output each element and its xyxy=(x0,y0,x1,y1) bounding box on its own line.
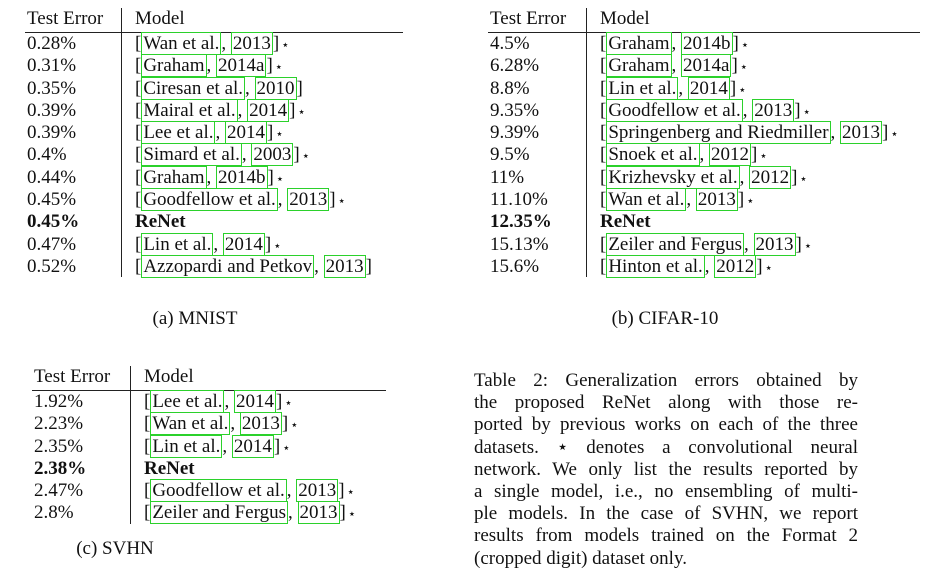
model-cell: [ Graham , 2014b ] ⋆ xyxy=(135,166,284,188)
model-cell xyxy=(130,458,195,480)
cnn-star-icon: ⋆ xyxy=(284,395,293,410)
citation-year-link[interactable]: 2014 xyxy=(689,77,728,99)
model-cell: [ Graham , 2014b ] ⋆ xyxy=(600,33,749,54)
cnn-star-icon: ⋆ xyxy=(739,59,748,75)
citation-year-link[interactable]: 2014 xyxy=(235,391,274,412)
cnn-star-icon: ⋆ xyxy=(275,126,284,142)
test-error-value: 2.35% xyxy=(34,435,84,457)
model-cell: [ Graham , 2014a ] ⋆ xyxy=(135,55,283,77)
citation-year-link[interactable]: 2014 xyxy=(249,99,288,121)
citation-author-link[interactable]: Springenberg and Riedmiller xyxy=(608,122,829,144)
model-cell: [ Goodfellow et al. , 2013 ] ⋆ xyxy=(600,99,811,121)
model-cell xyxy=(121,211,186,233)
citation-year-link[interactable]: 2012 xyxy=(751,166,790,188)
test-error-value: 1.92% xyxy=(34,391,84,412)
header-model: Model xyxy=(144,366,194,387)
model-name: ReNet xyxy=(600,211,651,233)
citation-author-link[interactable]: Lin et al. xyxy=(608,77,677,99)
citation-author-link[interactable]: Wan et al. xyxy=(608,189,685,211)
test-error-value: 0.35% xyxy=(27,77,77,99)
citation-year-link[interactable]: 2013 xyxy=(289,189,328,211)
citation-year-link[interactable]: 2014b xyxy=(683,33,731,54)
model-cell xyxy=(586,211,651,233)
table-row xyxy=(32,413,386,435)
cnn-star-icon: ⋆ xyxy=(347,506,356,522)
table-row xyxy=(32,436,386,458)
citation-author-link[interactable]: Lin et al. xyxy=(143,233,212,255)
test-error-value: 9.39% xyxy=(490,122,540,144)
citation-author-link[interactable]: Zeiler and Fergus xyxy=(608,233,742,255)
table-row xyxy=(25,234,403,256)
header-test-error: Test Error xyxy=(490,8,567,29)
test-error-value: 0.45% xyxy=(27,189,77,211)
model-name: ReNet xyxy=(144,457,195,479)
model-cell: [ Lin et al. , 2014 ] ⋆ xyxy=(600,77,747,99)
table-row xyxy=(488,167,920,189)
citation-year-link[interactable]: 2014a xyxy=(218,55,265,77)
test-error-value: 2.8% xyxy=(34,502,74,524)
citation-author-link[interactable]: Graham xyxy=(143,166,205,188)
header-model: Model xyxy=(135,8,185,29)
table-row xyxy=(25,122,403,144)
table-row xyxy=(25,100,403,122)
model-cell: [ Lee et al. , 2014 ] ⋆ xyxy=(144,391,293,412)
citation-author-link[interactable]: Goodfellow et al. xyxy=(152,480,285,502)
table-row xyxy=(32,458,386,480)
header-test-error: Test Error xyxy=(27,8,104,29)
citation-year-link[interactable]: 2013 xyxy=(232,33,271,54)
model-cell: [ Wan et al. , 2013 ] ⋆ xyxy=(144,413,299,435)
test-error-value: 2.38% xyxy=(34,457,87,479)
citation-year-link[interactable]: 2014 xyxy=(224,233,263,255)
table-row xyxy=(25,211,403,233)
table-row xyxy=(488,100,920,122)
table-row xyxy=(32,502,386,524)
model-cell: [ Goodfellow et al. , 2013 ] ⋆ xyxy=(144,480,355,502)
cifar10-table xyxy=(488,8,920,278)
citation-author-link[interactable]: Ciresan et al. xyxy=(143,77,244,99)
caption-line: (cropped digit) dataset only. xyxy=(474,547,687,569)
table-row xyxy=(488,78,920,100)
cnn-star-icon: ⋆ xyxy=(803,237,812,253)
table-row xyxy=(25,189,403,211)
test-error-value: 0.45% xyxy=(27,211,80,233)
model-cell: [ Ciresan et al. , 2010 ] xyxy=(135,77,303,99)
table-row xyxy=(25,256,403,278)
caption-line: results from models trained on the Format 2 xyxy=(474,525,858,547)
test-error-value: 9.5% xyxy=(490,144,530,166)
citation-author-link[interactable]: Graham xyxy=(143,55,205,77)
citation-author-link[interactable]: Goodfellow et al. xyxy=(143,189,276,211)
citation-year-link[interactable]: 2013 xyxy=(299,502,338,524)
column-divider xyxy=(121,8,122,277)
cnn-star-icon: ⋆ xyxy=(301,148,310,164)
citation-author-link[interactable]: Lee et al. xyxy=(152,391,223,412)
cnn-star-icon: ⋆ xyxy=(297,103,306,119)
citation-author-link[interactable]: Wan et al. xyxy=(152,413,229,435)
test-error-value: 0.52% xyxy=(27,255,77,277)
citation-year-link[interactable]: 2014a xyxy=(683,55,730,77)
caption-line: ported by previous works on each of the three xyxy=(474,414,858,436)
test-error-value: 0.28% xyxy=(27,33,77,54)
cnn-star-icon: ⋆ xyxy=(764,259,773,275)
citation-year-link[interactable]: 2013 xyxy=(697,189,736,211)
cnn-star-icon: ⋆ xyxy=(799,170,808,186)
model-cell: [ Wan et al. , 2013 ] ⋆ xyxy=(135,33,290,54)
test-error-value: 11.10% xyxy=(490,189,548,211)
header-test-error: Test Error xyxy=(34,366,111,387)
test-error-value: 0.39% xyxy=(27,99,77,121)
model-cell: [ Snoek et al. , 2012 ] ⋆ xyxy=(600,144,768,166)
cnn-star-icon: ⋆ xyxy=(802,103,811,119)
model-cell: [ Hinton et al. , 2012 ] ⋆ xyxy=(600,255,773,277)
caption-line: the proposed ReNet along with those re- xyxy=(474,392,858,414)
citation-year-link[interactable]: 2013 xyxy=(325,255,364,277)
model-name: ReNet xyxy=(135,211,186,233)
citation-year-link[interactable]: 2013 xyxy=(842,122,881,144)
header-model: Model xyxy=(600,8,650,29)
svhn-table xyxy=(32,366,386,525)
cifar10-caption: (b) CIFAR-10 xyxy=(611,308,719,329)
test-error-value: 0.31% xyxy=(27,55,77,77)
cnn-star-icon: ⋆ xyxy=(282,439,291,455)
test-error-value: 15.6% xyxy=(490,255,540,277)
table-row xyxy=(488,55,920,77)
model-cell: [ Lin et al. , 2014 ] ⋆ xyxy=(135,233,282,255)
citation-author-link[interactable]: Goodfellow et al. xyxy=(608,99,741,121)
table-row xyxy=(25,55,403,77)
model-cell: [ Zeiler and Fergus , 2013 ] ⋆ xyxy=(144,502,356,524)
cnn-star-icon: ⋆ xyxy=(337,193,346,209)
table-caption-paragraph xyxy=(474,370,858,570)
mnist-table xyxy=(25,8,403,278)
citation-year-link[interactable]: 2010 xyxy=(256,77,295,99)
citation-year-link[interactable]: 2013 xyxy=(754,99,793,121)
table-row xyxy=(488,33,920,55)
model-cell: [ Lee et al. , 2014 ] ⋆ xyxy=(135,122,284,144)
table-row xyxy=(25,144,403,166)
model-cell: [ Goodfellow et al. , 2013 ] ⋆ xyxy=(135,189,346,211)
svhn-caption: (c) SVHN xyxy=(76,538,154,559)
caption-line: Table 2: Generalization errors obtained by xyxy=(474,370,858,391)
citation-year-link[interactable]: 2014 xyxy=(233,435,272,457)
table-header xyxy=(488,8,920,33)
table-row xyxy=(32,480,386,502)
citation-year-link[interactable]: 2012 xyxy=(711,144,750,166)
citation-author-link[interactable]: Snoek et al. xyxy=(608,144,698,166)
test-error-value: 8.8% xyxy=(490,77,530,99)
cnn-star-icon: ⋆ xyxy=(281,37,290,52)
citation-year-link[interactable]: 2013 xyxy=(755,233,794,255)
caption-line: a single model, i.e., no ensembling of multi- xyxy=(474,480,858,502)
model-cell: [ Lin et al. , 2014 ] ⋆ xyxy=(144,435,291,457)
table-header xyxy=(25,8,403,33)
model-cell: [ Azzopardi and Petkov , 2013 ] xyxy=(135,255,372,277)
cnn-star-icon: ⋆ xyxy=(890,126,899,142)
citation-author-link[interactable]: Wan et al. xyxy=(143,33,220,54)
cnn-star-icon: ⋆ xyxy=(274,59,283,75)
cnn-star-icon: ⋆ xyxy=(290,417,299,433)
test-error-value: 0.39% xyxy=(27,122,77,144)
test-error-value: 6.28% xyxy=(490,55,540,77)
table-row xyxy=(488,144,920,166)
column-divider xyxy=(586,8,587,277)
citation-year-link[interactable]: 2012 xyxy=(716,255,755,277)
table-row xyxy=(488,234,920,256)
test-error-value: 0.47% xyxy=(27,233,77,255)
cnn-star-icon: ⋆ xyxy=(738,81,747,97)
citation-author-link[interactable]: Graham xyxy=(608,33,670,54)
caption-line: ple models. In the case of SVHN, we report xyxy=(474,503,858,525)
mnist-caption: (a) MNIST xyxy=(152,308,238,329)
citation-author-link[interactable]: Lin et al. xyxy=(152,435,221,457)
test-error-value: 11% xyxy=(490,166,525,188)
citation-year-link[interactable]: 2014 xyxy=(226,122,265,144)
cnn-star-icon: ⋆ xyxy=(746,193,755,209)
cnn-star-icon: ⋆ xyxy=(759,148,768,164)
citation-year-link[interactable]: 2003 xyxy=(253,144,292,166)
test-error-value: 15.13% xyxy=(490,233,549,255)
test-error-value: 9.35% xyxy=(490,99,540,121)
model-cell: [ Wan et al. , 2013 ] ⋆ xyxy=(600,189,755,211)
caption-line: network. We only list the results reported by xyxy=(474,458,858,480)
table-row xyxy=(488,211,920,233)
citation-author-link[interactable]: Krizhevsky et al. xyxy=(608,166,738,188)
table-row xyxy=(488,189,920,211)
model-cell: [ Krizhevsky et al. , 2012 ] ⋆ xyxy=(600,166,808,188)
caption-line: datasets. ⋆ denotes a convolutional neural xyxy=(474,436,858,458)
citation-author-link[interactable]: Azzopardi and Petkov xyxy=(143,255,313,277)
test-error-value: 0.44% xyxy=(27,166,77,188)
test-error-value: 4.5% xyxy=(490,33,530,54)
table-header xyxy=(32,366,386,391)
test-error-value: 12.35% xyxy=(490,211,552,233)
test-error-value: 2.23% xyxy=(34,413,84,435)
cnn-star-icon: ⋆ xyxy=(346,484,355,500)
cnn-star-icon: ⋆ xyxy=(275,170,284,186)
model-cell: [ Mairal et al. , 2014 ] ⋆ xyxy=(135,99,306,121)
citation-year-link[interactable]: 2014b xyxy=(218,166,266,188)
column-divider xyxy=(130,366,131,524)
test-error-value: 0.4% xyxy=(27,144,67,166)
citation-author-link[interactable]: Lee et al. xyxy=(143,122,214,144)
model-cell: [ Simard et al. , 2003 ] ⋆ xyxy=(135,144,310,166)
citation-author-link[interactable]: Mairal et al. xyxy=(143,99,236,121)
table-row xyxy=(25,167,403,189)
test-error-value: 2.47% xyxy=(34,480,84,502)
citation-author-link[interactable]: Graham xyxy=(608,55,670,77)
table-row xyxy=(32,391,386,413)
cnn-star-icon: ⋆ xyxy=(740,37,749,52)
table-row xyxy=(25,33,403,55)
table-row xyxy=(488,256,920,278)
citation-author-link[interactable]: Zeiler and Fergus xyxy=(152,502,286,524)
model-cell: [ Zeiler and Fergus , 2013 ] ⋆ xyxy=(600,233,812,255)
table-row xyxy=(25,78,403,100)
citation-author-link[interactable]: Simard et al. xyxy=(143,144,240,166)
model-cell: [ Springenberg and Riedmiller , 2013 ] ⋆ xyxy=(600,122,899,144)
table-row xyxy=(488,122,920,144)
citation-year-link[interactable]: 2013 xyxy=(241,413,280,435)
citation-author-link[interactable]: Hinton et al. xyxy=(608,255,703,277)
citation-year-link[interactable]: 2013 xyxy=(298,480,337,502)
model-cell: [ Graham , 2014a ] ⋆ xyxy=(600,55,748,77)
cnn-star-icon: ⋆ xyxy=(273,237,282,253)
